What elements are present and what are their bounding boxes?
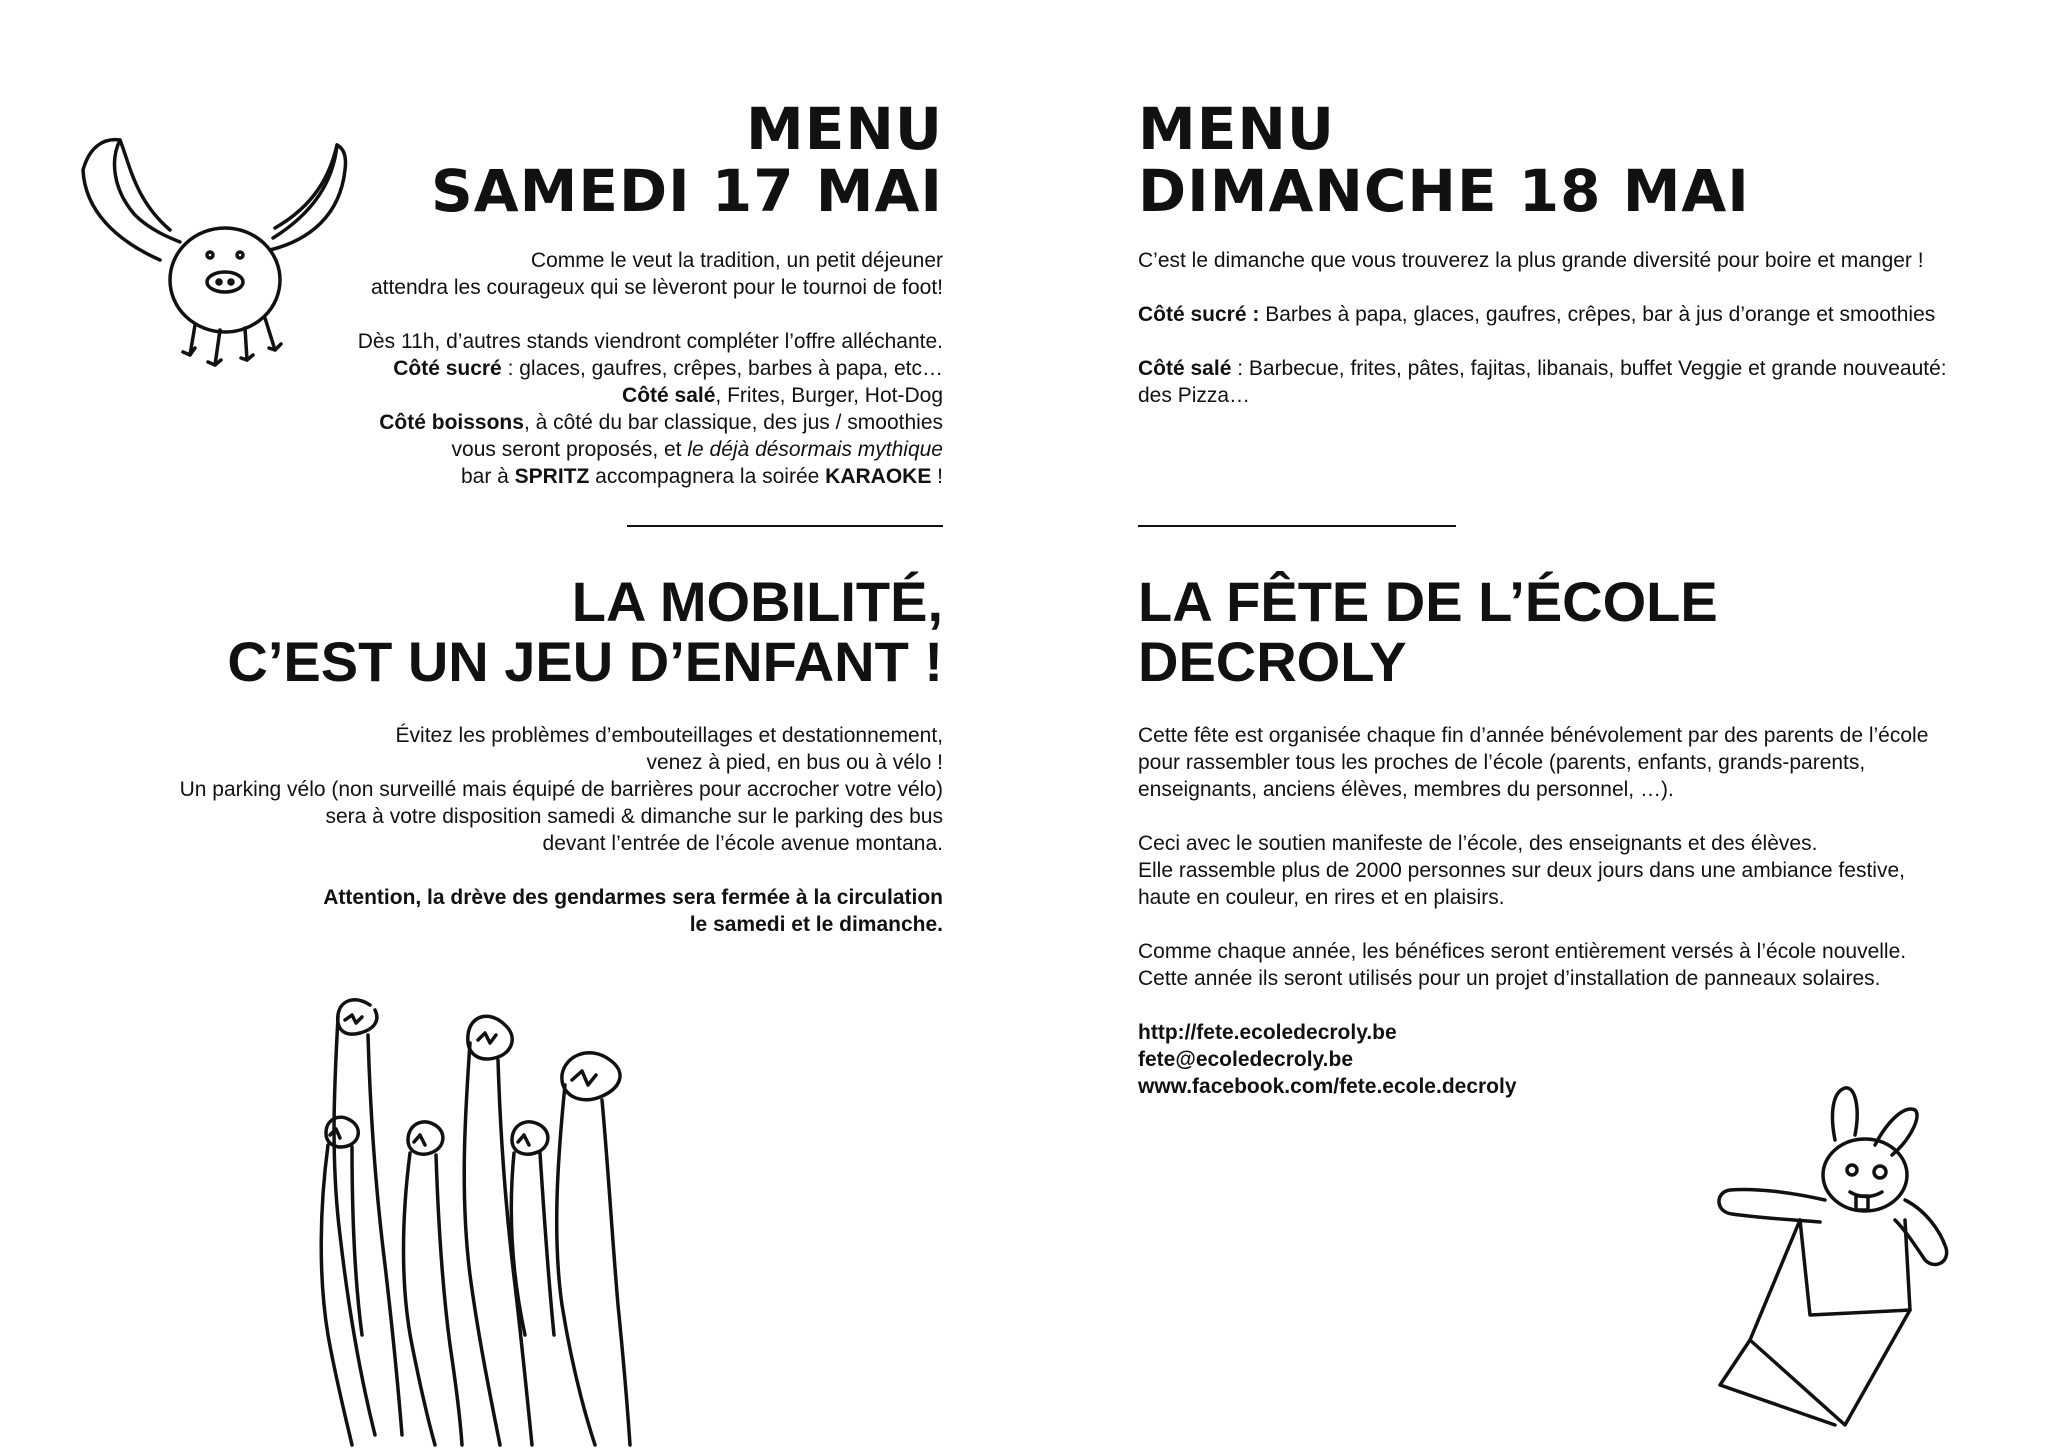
sunday-sweet-label: Côté sucré : — [1138, 303, 1260, 326]
sunday-title-line2: DIMANCHE 18 MAI — [1138, 157, 1750, 225]
sunday-savory-text2: des Pizza… — [1138, 384, 1251, 407]
sunday-savory-line — [1138, 355, 1998, 382]
saturday-menu-title — [300, 95, 943, 225]
mobility-warning-line1 — [120, 884, 943, 911]
saturday-stands-line: Dès 11h, d’autres stands viendront compléter l’offre alléchante. — [357, 330, 943, 353]
left-divider — [627, 525, 943, 527]
fete-p2-line3: haute en couleur, en rires et en plaisirs. — [1138, 886, 1505, 909]
mobility-title-line2: C’EST UN JEU D’ENFANT ! — [227, 630, 943, 693]
fete-p1-line1: Cette fête est organisée chaque fin d’année bénévolement par des parents de l’école — [1138, 724, 1929, 747]
saturday-spritz: SPRITZ — [514, 465, 590, 488]
fete-p3-line2: Cette année ils seront utilisés pour un projet d’installation de panneaux solaires. — [1138, 967, 1881, 990]
saturday-savory-label: Côté salé — [622, 384, 716, 407]
mobility-line2: venez à pied, en bus ou à vélo ! — [646, 751, 943, 774]
sunday-menu-title — [1138, 95, 1938, 225]
mobility-title — [150, 572, 943, 692]
fete-email-text[interactable]: fete@ecoledecroly.be — [1138, 1048, 1354, 1071]
mobility-line5: devant l’entrée de l’école avenue montana. — [542, 832, 943, 855]
sunday-menu-text — [1138, 247, 1998, 409]
saturday-sweet-label: Côté sucré — [393, 357, 502, 380]
mobility-line3: Un parking vélo (non surveillé mais équipé de barrières pour accrocher votre vélo) — [179, 778, 943, 801]
fete-email-link[interactable] — [1138, 1046, 1998, 1073]
saturday-drinks-line3-b: accompagnera la soirée — [589, 465, 826, 488]
saturday-savory-line — [250, 382, 943, 409]
saturday-intro-line2: attendra les courageux qui se lèveront pour le tournoi de foot! — [370, 276, 943, 299]
rabbit-drawing-icon — [1660, 1080, 1980, 1445]
sunday-sweet-line — [1138, 301, 1998, 328]
saturday-karaoke: KARAOKE — [825, 465, 932, 488]
mobility-title-line1: LA MOBILITÉ, — [571, 570, 943, 633]
fete-p2-line2: Elle rassemble plus de 2000 personnes sur deux jours dans une ambiance festive, — [1138, 859, 1905, 882]
fete-website-text[interactable]: http://fete.ecoledecroly.be — [1138, 1021, 1397, 1044]
sunday-intro: C’est le dimanche que vous trouverez la plus grande diversité pour boire et manger ! — [1138, 249, 1924, 272]
saturday-drinks-line3-a: bar à — [460, 465, 515, 488]
saturday-drinks-line3-c: ! — [931, 465, 943, 488]
mobility-line4: sera à votre disposition samedi & dimanche sur le parking des bus — [325, 805, 943, 828]
mobility-warning-line2 — [120, 911, 943, 938]
saturday-savory-text: , Frites, Burger, Hot-Dog — [715, 384, 943, 407]
fete-title — [1138, 572, 1998, 692]
saturday-drinks-text: , à côté du bar classique, des jus / smoothies — [523, 411, 943, 434]
saturday-sweet-text: : glaces, gaufres, crêpes, barbes à papa, etc… — [501, 357, 943, 380]
fete-p1-line2: pour rassembler tous les proches de l’école (parents, enfants, grands-parents, — [1138, 751, 1866, 774]
saturday-drinks-line2-text: vous seront proposés, et — [451, 438, 688, 461]
saturday-drinks-line — [250, 409, 943, 436]
mobility-text — [120, 722, 943, 938]
mobility-line1: Évitez les problèmes d’embouteillages et destationnement, — [395, 724, 943, 747]
fete-website-link[interactable] — [1138, 1019, 1998, 1046]
fete-p1-line3: enseignants, anciens élèves, membres du personnel, …). — [1138, 778, 1674, 801]
saturday-title-line1: MENU — [746, 95, 943, 163]
saturday-drinks-line3 — [250, 463, 943, 490]
saturday-menu-text — [250, 247, 943, 490]
sunday-savory-label: Côté salé — [1138, 357, 1232, 380]
fete-title-line1: LA FÊTE DE L’ÉCOLE — [1138, 570, 1718, 633]
mobility-warning-text2: le samedi et le dimanche. — [689, 913, 943, 936]
saturday-drinks-italic: le déjà désormais mythique — [687, 438, 943, 461]
fete-text — [1138, 722, 1998, 1100]
sunday-savory-text1: : Barbecue, frites, pâtes, fajitas, libanais, buffet Veggie et grande nouveauté: — [1231, 357, 1947, 380]
saturday-title-line2: SAMEDI 17 MAI — [430, 157, 943, 225]
fete-p3-line1: Comme chaque année, les bénéfices seront entièrement versés à l’école nouvelle. — [1138, 940, 1907, 963]
fete-facebook-text[interactable]: www.facebook.com/fete.ecole.decroly — [1138, 1075, 1517, 1098]
snakes-drawing-icon — [290, 975, 700, 1445]
saturday-sweet-line — [250, 355, 943, 382]
mobility-warning-text1: Attention, la drève des gendarmes sera fermée à la circulation — [323, 886, 943, 909]
sunday-title-line1: MENU — [1138, 95, 1335, 163]
right-divider — [1138, 525, 1456, 527]
fete-p2-line1: Ceci avec le soutien manifeste de l’école, des enseignants et des élèves. — [1138, 832, 1818, 855]
sunday-sweet-text: Barbes à papa, glaces, gaufres, crêpes, bar à jus d’orange et smoothies — [1259, 303, 1936, 326]
fete-title-line2: DECROLY — [1138, 630, 1407, 693]
saturday-drinks-line2 — [250, 436, 943, 463]
saturday-intro-line1: Comme le veut la tradition, un petit déjeuner — [530, 249, 943, 272]
saturday-drinks-label: Côté boissons — [379, 411, 524, 434]
